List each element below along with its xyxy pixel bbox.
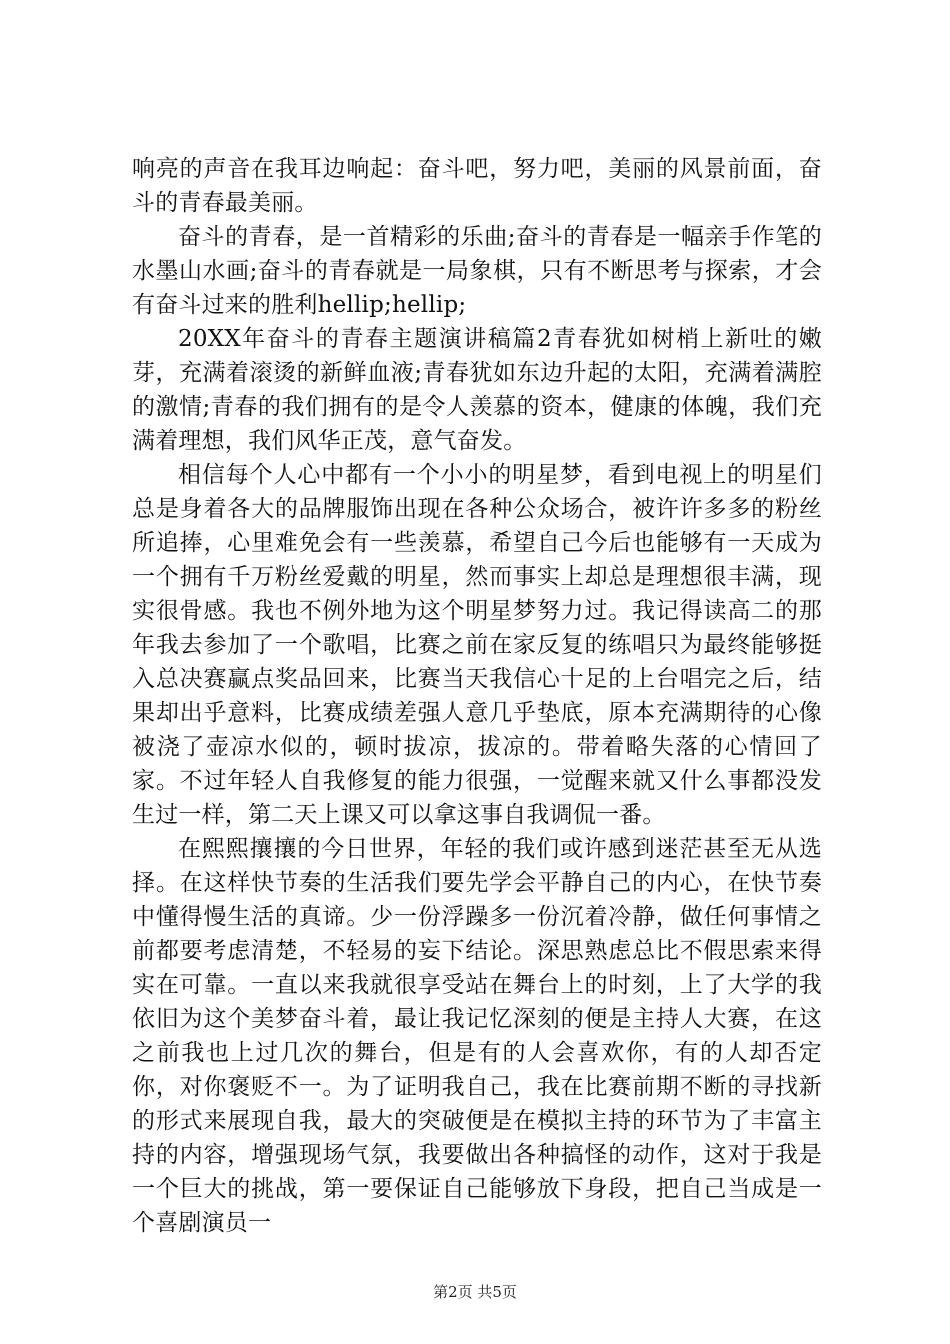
paragraph-4: 相信每个人心中都有一个小小的明星梦，看到电视上的明星们总是身着各大的品牌服饰出现在各种公众场合，被许许多多的粉丝所追捧，心里难免会有一些羡慕，希望自己今后也能够有一天成为一个拥有千万粉丝爱戴的明星，然而事实上却总是理想很丰满，现实很骨感。我也不例外地为这个明星梦努力过。我记得读高二的那年我去参加了一个歌唱，比赛之前在家反复的练唱只为最终能够挺入总决赛赢点奖品回来，比赛当天我信心十足的上台唱完之后，结果却出乎意料，比赛成绩差强人意几乎垫底，原本充满期待的心像被浇了壶凉水似的，顿时拔凉，拔凉的。带着略失落的心情回了家。不过年轻人自我修复的能力很强，一觉醒来就又什么事都没发生过一样，第二天上课又可以拿这事自我调侃一番。 — [132, 462, 822, 828]
paragraph-5: 在熙熙攘攘的今日世界，年轻的我们或许感到迷茫甚至无从选择。在这样快节奏的生活我们要先学会平静自己的内心，在快节奏中懂得慢生活的真谛。少一份浮躁多一份沉着冷静，做任何事情之前都要考虑清楚，不轻易的妄下结论。深思熟虑总比不假思索来得实在可靠。一直以来我就很享受站在舞台上的时刻，上了大学的我依旧为这个美梦奋斗着，最让我记忆深刻的便是主持人大赛，在这之前我也上过几次的舞台，但是有的人会喜欢你，有的人却否定你，对你褒贬不一。为了证明我自己，我在比赛前期不断的寻找新的形式来展现自我，最大的突破便是在模拟主持的环节为了丰富主持的内容，增强现场气氛，我要做出各种搞怪的动作，这对于我是一个巨大的挑战，第一要保证自己能够放下身段，把自己当成是一个喜剧演员一 — [132, 836, 822, 1236]
paragraph-3: 20XX年奋斗的青春主题演讲稿篇2青春犹如树梢上新吐的嫩芽，充满着滚烫的新鲜血液;青春犹如东边升起的太阳，充满着满腔的激情;青春的我们拥有的是令人羡慕的资本，健康的体魄，我们充满着理想，我们风华正茂，意气奋发。 — [132, 326, 822, 454]
page-number-footer: 第2页 共5页 — [433, 1283, 517, 1301]
paragraph-2: 奋斗的青春，是一首精彩的乐曲;奋斗的青春是一幅亲手作笔的水墨山水画;奋斗的青春就是一局象棋，只有不断思考与探索，才会有奋斗过来的胜利hellip;hellip; — [132, 224, 822, 318]
paragraph-1: 响亮的声音在我耳边响起：奋斗吧，努力吧，美丽的风景前面，奋斗的青春最美丽。 — [132, 156, 822, 216]
document-body — [132, 152, 822, 1240]
